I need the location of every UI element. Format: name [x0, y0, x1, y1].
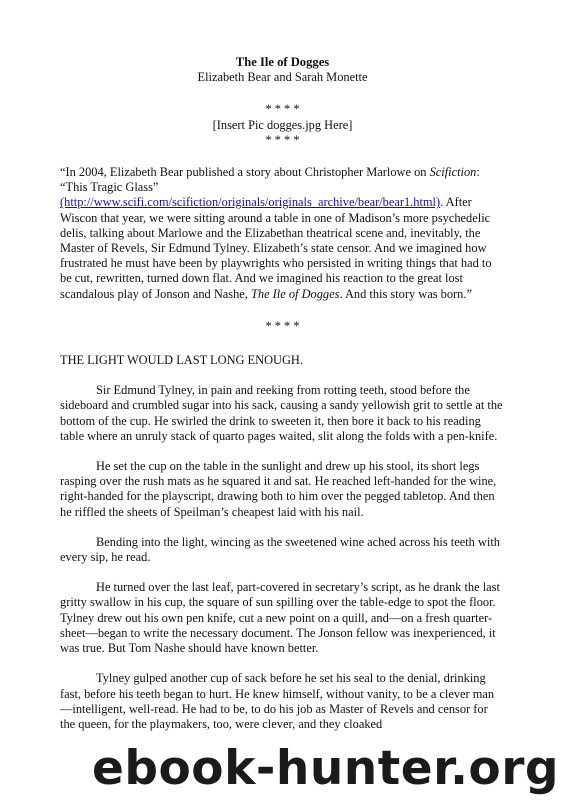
image-placeholder: [Insert Pic dogges.jpg Here]	[212, 117, 353, 132]
opening-line: THE LIGHT WOULD LAST LONG ENOUGH.	[60, 353, 303, 368]
publication-title: Scifiction	[429, 165, 477, 180]
story-title: The Ile of Dogges	[235, 55, 330, 69]
body-paragraph: He turned over the last leaf, part-covered in secretary’s script, as he drank the last gritty swallow in his cup, the square of sun spilling over the table-edge to spot the floor. Tylney drew out his own pen knife, cut a new point on a quill, and—on a fresh quarter-sheet—began to write the necessary document. The Jonson fellow was inexperienced, it was true. But Tom Nashe should have known better.	[60, 580, 500, 656]
site-watermark: ebook-hunter.org	[92, 741, 560, 796]
section-separator: * * * *	[265, 318, 300, 333]
story-link[interactable]: (http://www.scifi.com/scifiction/originals/originals_archive/bear/bear1.html)	[60, 195, 441, 210]
intro-text: . And this story was born.”	[339, 286, 472, 301]
intro-text: “In 2004, Elizabeth Bear published a story about Christopher Marlowe on	[60, 165, 430, 180]
body-paragraph: Sir Edmund Tylney, in pain and reeking from rotting teeth, stood before the sideboard and crumbled sugar into his sack, causing a sandy yellowish grit to settle at the bottom of the cup. He swirled the drink to sweeten it, then bore it back to his reading table where an unruly stack of quarto pages waited, slit along the folds with a pen-knife.	[60, 383, 503, 443]
intro-text: : “This Tragic Glass”	[60, 165, 480, 195]
body-paragraph: Tylney gulped another cup of sack before he set his seal to the denial, drinking fast, before his teeth began to hurt. He knew himself, without vanity, to be a clever man—intelligent, well-read. He had to be, to do his job as Master of Revels and censor for the queen, for the playmakers, too, were clever, and they cloaked	[60, 671, 495, 731]
section-separator: * * * *	[265, 102, 300, 117]
story-authors: Elizabeth Bear and Sarah Monette	[197, 70, 368, 85]
body-paragraph: He set the cup on the table in the sunlight and drew up his stool, its short legs rasping over the rush mats as he squared it and sat. He reached left-handed for the wine, right-handed for the playscript, drawing both to him over the pegged tabletop. And then he riffled the sheets of Speilman’s cheapest laid with his nail.	[60, 459, 497, 519]
play-title: The Ile of Dogges	[250, 286, 340, 301]
intro-paragraph	[60, 165, 505, 302]
body-paragraph: Bending into the light, wincing as the sweetened wine ached across his teeth with every sip, he read.	[60, 534, 500, 565]
section-separator: * * * *	[265, 132, 300, 147]
document-page	[60, 55, 505, 732]
intro-text: . After Wiscon that year, we were sitting around a table in one of Madison’s more psychedelic delis, talking about Marlowe and the Elizabethan theatrical scene and, inevitably, the Master of Revels, Sir Edmund Tylney. Elizabeth’s state censor. And we imagined how frustrated he must have been by playwrights who persisted in writing things that had to be cut, rewritten, turned down flat. And we imagined his reaction to the great lost scandalous play of Jonson and Nashe,	[60, 195, 492, 301]
